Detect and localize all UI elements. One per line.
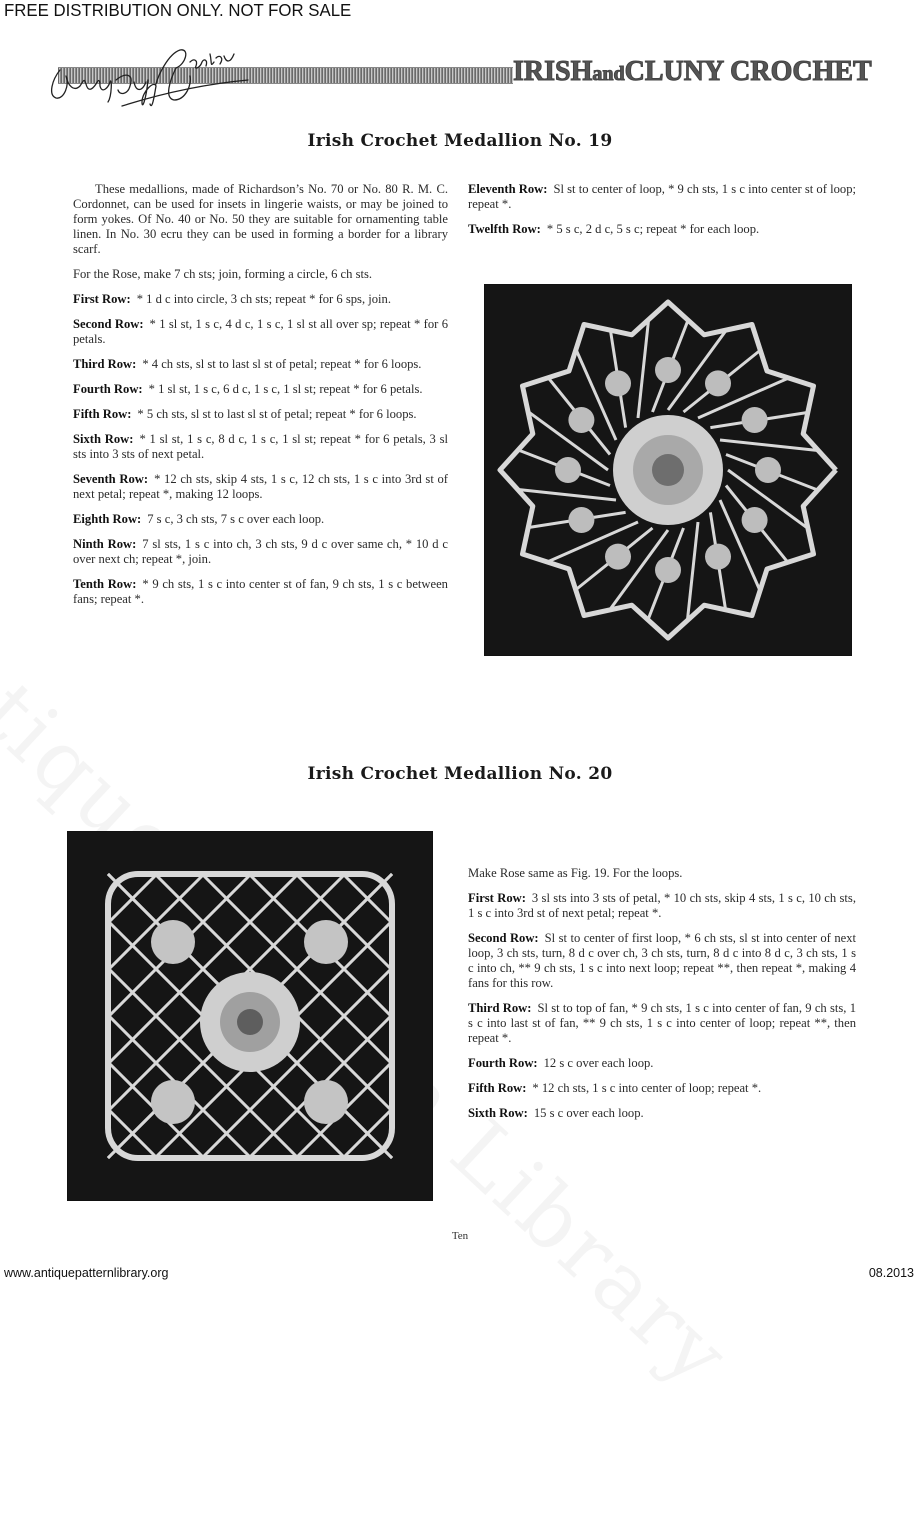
fan bbox=[605, 544, 631, 570]
instruction-row bbox=[468, 182, 856, 212]
banner-title-irish: IRISH bbox=[513, 56, 593, 87]
chain-loop bbox=[390, 1156, 392, 1158]
chain-loop bbox=[638, 321, 648, 418]
instruction-row bbox=[73, 537, 448, 567]
row-text: * 5 s c, 2 d c, 5 s c; repeat * for each loop. bbox=[546, 222, 760, 236]
row-label: First Row: bbox=[468, 891, 526, 905]
row-text: 15 s c over each loop. bbox=[533, 1106, 644, 1120]
fan bbox=[605, 370, 631, 396]
row-text: * 5 ch sts, sl st to last sl st of petal; repeat * for 6 loops. bbox=[137, 407, 417, 421]
chain-loop bbox=[108, 874, 110, 876]
fan bbox=[568, 407, 594, 433]
rose-center bbox=[652, 454, 684, 486]
row-text: * 1 sl st, 1 s c, 8 d c, 1 s c, 1 sl st; repeat * for 6 petals, 3 sl sts into 3 sts of next petal. bbox=[73, 432, 448, 461]
row-label: Second Row: bbox=[468, 931, 539, 945]
instruction-row bbox=[73, 382, 448, 397]
row-label: Sixth Row: bbox=[468, 1106, 528, 1120]
medallion-19-title: Irish Crochet Medallion No. 19 bbox=[307, 131, 613, 151]
rose-center bbox=[237, 1009, 263, 1035]
instruction-row bbox=[73, 472, 448, 502]
row-text: 12 s c over each loop. bbox=[543, 1056, 654, 1070]
medallion-19-photo bbox=[484, 284, 852, 656]
instruction-row bbox=[73, 317, 448, 347]
medallion-20-title: Irish Crochet Medallion No. 20 bbox=[307, 764, 613, 784]
medallion-20-intro: Make Rose same as Fig. 19. For the loops. bbox=[468, 866, 683, 880]
fan bbox=[151, 920, 195, 964]
instruction-row bbox=[73, 512, 448, 527]
row-text: Sl st to center of loop, * 9 ch sts, 1 s c into center st of loop; repeat *. bbox=[468, 182, 857, 211]
row-text: * 1 sl st, 1 s c, 4 d c, 1 s c, 1 sl st all over sp; repeat * for 6 petals. bbox=[73, 317, 448, 346]
instruction-row bbox=[468, 1001, 856, 1046]
row-label: Eleventh Row: bbox=[468, 182, 548, 196]
row-label: Third Row: bbox=[73, 357, 137, 371]
instruction-row bbox=[73, 577, 448, 607]
row-label: Eighth Row: bbox=[73, 512, 142, 526]
fan bbox=[742, 407, 768, 433]
medallion-19-right-column bbox=[468, 182, 856, 247]
fan bbox=[655, 557, 681, 583]
instruction-row bbox=[468, 891, 856, 921]
medallion-19-intro: These medallions, made of Richardson’s No. 70 or No. 80 R. M. C. Cordonnet, can be used for insets in lingerie waists, or may be joined to form yokes. Of No. 40 or No. 50 they are suitable for ornamenting table linen. In No. 30 ecru they can be used in forming a border for a library scarf. bbox=[73, 182, 448, 256]
instruction-row bbox=[468, 1081, 856, 1096]
chain-loop bbox=[108, 1156, 110, 1158]
fan bbox=[568, 507, 594, 533]
banner-title bbox=[513, 56, 872, 88]
fan bbox=[742, 507, 768, 533]
fan bbox=[151, 1080, 195, 1124]
fan bbox=[555, 457, 581, 483]
footer-url[interactable]: www.antiquepatternlibrary.org bbox=[4, 1266, 169, 1280]
row-label: Fifth Row: bbox=[468, 1081, 527, 1095]
row-label: Ninth Row: bbox=[73, 537, 137, 551]
fan bbox=[705, 544, 731, 570]
distribution-notice: FREE DISTRIBUTION ONLY. NOT FOR SALE bbox=[4, 0, 352, 20]
medallion-19-left-column bbox=[73, 182, 448, 617]
instruction-row bbox=[73, 357, 448, 372]
instruction-row bbox=[73, 407, 448, 422]
round-medallion-image bbox=[485, 285, 851, 655]
chain-loop bbox=[688, 522, 698, 619]
row-label: Fourth Row: bbox=[468, 1056, 538, 1070]
signature-logo bbox=[30, 40, 310, 110]
row-label: Fifth Row: bbox=[73, 407, 132, 421]
row-label: Sixth Row: bbox=[73, 432, 134, 446]
instruction-row bbox=[468, 1106, 856, 1121]
instruction-row bbox=[468, 1056, 856, 1071]
row-text: 7 s c, 3 ch sts, 7 s c over each loop. bbox=[147, 512, 325, 526]
row-text: * 12 ch sts, 1 s c into center of loop; repeat *. bbox=[532, 1081, 762, 1095]
medallion-20-photo bbox=[67, 831, 433, 1201]
instruction-row bbox=[468, 222, 856, 237]
row-text: * 9 ch sts, 1 s c into center st of fan, 9 ch sts, 1 s c between fans; repeat *. bbox=[73, 577, 448, 606]
row-label: Fourth Row: bbox=[73, 382, 143, 396]
row-text: 3 sl sts into 3 sts of petal, * 10 ch sts, skip 4 sts, 1 s c, 10 ch sts, 1 s c into 3rd st of next petal; repeat *. bbox=[468, 891, 856, 920]
chain-loop bbox=[519, 490, 616, 500]
row-label: First Row: bbox=[73, 292, 131, 306]
page-number: Ten bbox=[451, 1230, 469, 1242]
row-label: Third Row: bbox=[468, 1001, 532, 1015]
row-text: * 1 d c into circle, 3 ch sts; repeat * for 6 sps, join. bbox=[136, 292, 391, 306]
instruction-row bbox=[73, 292, 448, 307]
row-label: Seventh Row: bbox=[73, 472, 149, 486]
banner-title-cluny: CLUNY CROCHET bbox=[624, 56, 872, 87]
medallion-19-rose: For the Rose, make 7 ch sts; join, forming a circle, 6 ch sts. bbox=[73, 267, 373, 281]
row-text: * 4 ch sts, sl st to last sl st of petal; repeat * for 6 loops. bbox=[142, 357, 422, 371]
header-banner bbox=[30, 40, 870, 110]
fan bbox=[705, 370, 731, 396]
row-label: Tenth Row: bbox=[73, 577, 137, 591]
fan bbox=[655, 357, 681, 383]
row-label: Twelfth Row: bbox=[468, 222, 541, 236]
instruction-row bbox=[468, 931, 856, 991]
row-text: 7 sl sts, 1 s c into ch, 3 ch sts, 9 d c over same ch, * 10 d c over next ch; repeat *, join. bbox=[73, 537, 448, 566]
row-text: Sl st to center of first loop, * 6 ch sts, sl st into center of next loop, 3 ch sts, turn, 8 d c over ch, 3 ch sts, turn, 8 d c into 8 d c, 3 ch sts, 1 s c into ch, ** 9 ch sts, 1 s c into next loop; repeat **, then repeat *, making 4 fans for this row. bbox=[468, 931, 856, 990]
footer-date: 08.2013 bbox=[868, 1266, 914, 1280]
fan bbox=[304, 1080, 348, 1124]
fan bbox=[755, 457, 781, 483]
fan bbox=[304, 920, 348, 964]
row-label: Second Row: bbox=[73, 317, 144, 331]
medallion-20-column bbox=[468, 866, 856, 1131]
chain-loop bbox=[720, 440, 817, 450]
chain-loop bbox=[390, 874, 392, 876]
row-text: * 12 ch sts, skip 4 sts, 1 s c, 12 ch sts, 1 s c into 3rd st of next petal; repeat *, making 12 loops. bbox=[73, 472, 448, 501]
instruction-row bbox=[73, 432, 448, 462]
row-text: * 1 sl st, 1 s c, 6 d c, 1 s c, 1 sl st; repeat * for 6 petals. bbox=[148, 382, 423, 396]
banner-title-and: and bbox=[592, 63, 625, 85]
square-medallion-image bbox=[68, 832, 432, 1200]
row-text: Sl st to top of fan, * 9 ch sts, 1 s c into center of fan, 9 ch sts, 1 s c into last st of fan, ** 9 ch sts, 1 s c into center of loop; repeat **, then repeat *. bbox=[468, 1001, 857, 1045]
